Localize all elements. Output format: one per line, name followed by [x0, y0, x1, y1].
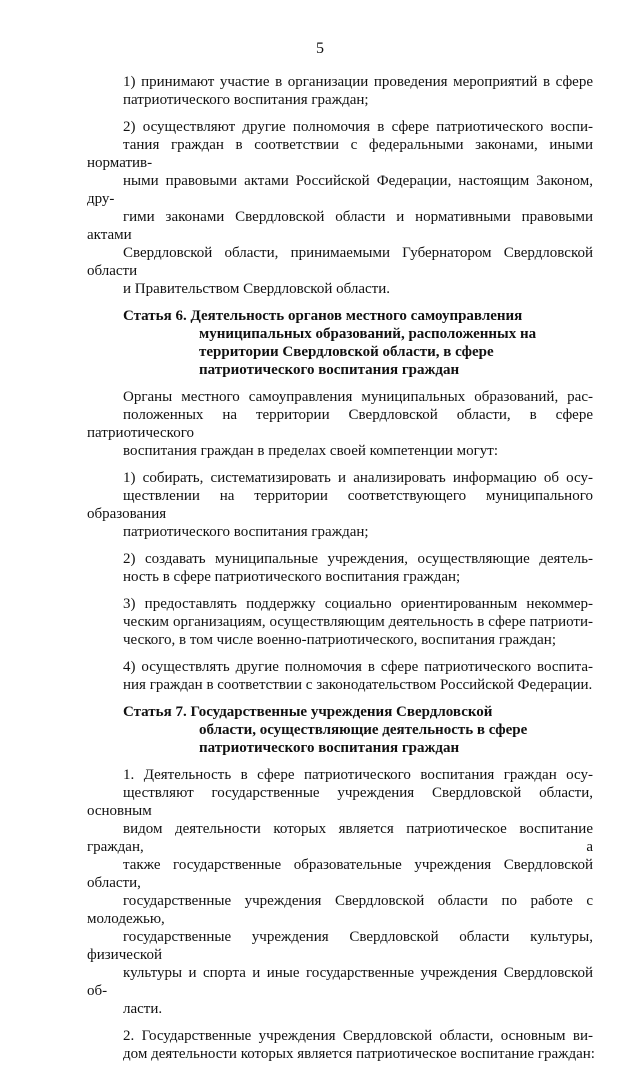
heading-line: территории Свердловской области, в сфере — [199, 344, 494, 360]
text-line: 2. Государственные учреждения Свердловской области, основным ви- — [123, 1028, 593, 1044]
text-line: ческого, в том числе военно-патриотического, воспитания граждан; — [123, 632, 556, 648]
text-line: патриотического воспитания граждан; — [123, 92, 369, 108]
text-line: тания граждан в соответствии с федеральными законами, иными норматив- — [87, 137, 593, 171]
article-6-heading — [87, 307, 593, 379]
text-line: ния граждан в соответствии с законодательством Российской Федерации. — [123, 677, 593, 693]
list-item — [87, 118, 593, 298]
text-line: ными правовыми актами Российской Федерации, настоящим Законом, дру- — [87, 173, 593, 207]
text-line: Органы местного самоуправления муниципальных образований, рас- — [123, 389, 593, 405]
text-line: воспитания граждан в пределах своей компетенции могут: — [123, 443, 499, 459]
text-line: ласти. — [123, 1001, 163, 1017]
text-line: ческим организациям, осуществляющим деятельность в сфере патриоти- — [123, 614, 593, 630]
text-line: 1) принимают участие в организации проведения мероприятий в сфере — [123, 74, 593, 90]
text-line: государственные учреждения Свердловской области по работе с молодежью, — [87, 893, 593, 927]
text-line: 2) создавать муниципальные учреждения, осуществляющие деятель- — [123, 551, 593, 567]
list-item — [87, 73, 593, 109]
heading-line: патриотического воспитания граждан — [199, 740, 460, 756]
article-7-heading — [87, 703, 593, 757]
heading-line: Статья 7. Государственные учреждения Свердловской — [123, 704, 493, 720]
text-line: положенных на территории Свердловской области, в сфере патриотического — [87, 407, 593, 441]
list-item — [87, 766, 593, 1018]
list-item — [87, 550, 593, 586]
text-line: 3) предоставлять поддержку социально ориентированным некоммер- — [123, 596, 593, 612]
text-line: государственные учреждения Свердловской области культуры, физической — [87, 929, 593, 963]
text-line: ность в сфере патриотического воспитания граждан; — [123, 569, 461, 585]
text-line: и Правительством Свердловской области. — [123, 281, 390, 297]
text-line: патриотического воспитания граждан; — [123, 524, 369, 540]
heading-line: Статья 6. Деятельность органов местного самоуправления — [123, 308, 523, 324]
text-line: видом деятельности которых является патриотическое воспитание граждан, а — [87, 821, 593, 855]
text-line: гими законами Свердловской области и нормативными правовыми актами — [87, 209, 593, 243]
text-line: ществлении на территории соответствующего муниципального образования — [87, 488, 593, 522]
heading-line: муниципальных образований, расположенных на — [199, 326, 537, 342]
document-body — [87, 73, 593, 1072]
text-line: также государственные образовательные учреждения Свердловской области, — [87, 857, 593, 891]
text-line: 2) осуществляют другие полномочия в сфере патриотического воспи- — [123, 119, 593, 135]
text-line: 4) осуществлять другие полномочия в сфере патриотического воспита- — [123, 659, 593, 675]
page-number: 5 — [316, 40, 324, 57]
text-line: ществляют государственные учреждения Свердловской области, основным — [87, 785, 593, 819]
paragraph — [87, 388, 593, 460]
heading-line: области, осуществляющие деятельность в сфере — [199, 722, 528, 738]
text-line: 1. Деятельность в сфере патриотического воспитания граждан осу- — [123, 767, 593, 783]
text-line: 1) собирать, систематизировать и анализировать информацию об осу- — [123, 470, 593, 486]
text-line: культуры и спорта и иные государственные учреждения Свердловской об- — [87, 965, 593, 999]
list-item — [87, 595, 593, 649]
text-line: Свердловской области, принимаемыми Губернатором Свердловской области — [87, 245, 593, 279]
list-item — [87, 658, 593, 694]
text-line: дом деятельности которых является патриотическое воспитание граждан: — [123, 1046, 595, 1062]
list-item — [87, 1027, 593, 1063]
heading-line: патриотического воспитания граждан — [199, 362, 460, 378]
list-item — [87, 469, 593, 541]
